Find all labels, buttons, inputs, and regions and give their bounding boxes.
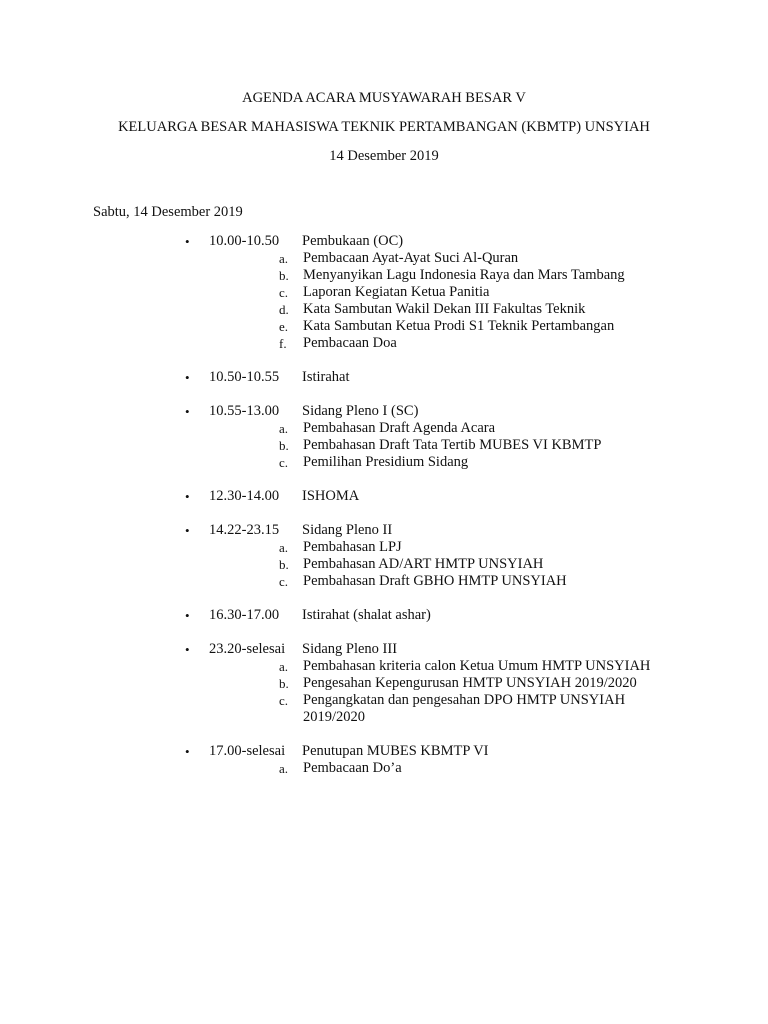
sub-item — [0, 267, 768, 284]
agenda-time: 10.55-13.00 — [209, 403, 280, 419]
agenda-row — [0, 233, 768, 250]
bullet-icon: • — [185, 234, 190, 249]
sub-item — [0, 250, 768, 267]
sub-item — [0, 335, 768, 352]
sub-item-text: Pembacaan Do’a — [303, 760, 402, 776]
agenda-activity: ISHOMA — [302, 488, 360, 504]
sub-item-list — [0, 420, 768, 471]
sub-item-text: Pengesahan Kepengurusan HMTP UNSYIAH 2019/2020 — [303, 675, 637, 691]
sub-item — [0, 692, 768, 726]
bullet-icon: • — [185, 608, 190, 623]
sub-item — [0, 301, 768, 318]
sub-item — [0, 454, 768, 471]
sub-item-letter: d. — [279, 302, 289, 317]
sub-item-text: Pembacaan Doa — [303, 335, 397, 351]
agenda-item — [0, 522, 768, 590]
agenda-time: 17.00-selesai — [209, 743, 286, 759]
bullet-icon: • — [185, 489, 190, 504]
agenda-item — [0, 743, 768, 777]
sub-item — [0, 420, 768, 437]
sub-item — [0, 318, 768, 335]
agenda-time: 14.22-23.15 — [209, 522, 280, 538]
agenda-item — [0, 403, 768, 471]
sub-item-text: Pembahasan Draft Agenda Acara — [303, 420, 496, 436]
bullet-icon: • — [185, 744, 190, 759]
agenda-row — [0, 641, 768, 658]
sub-item-letter: a. — [279, 761, 289, 776]
agenda-activity: Sidang Pleno II — [302, 522, 393, 538]
sub-item-text: Pembahasan kriteria calon Ketua Umum HMTP UNSYIAH — [303, 658, 651, 674]
agenda-row — [0, 403, 768, 420]
agenda-time: 12.30-14.00 — [209, 488, 280, 504]
sub-item — [0, 573, 768, 590]
sub-item-text: Pembahasan AD/ART HMTP UNSYIAH — [303, 556, 544, 572]
sub-item-text: Pengangkatan dan pengesahan DPO HMTP UNSYIAH 2019/2020 — [303, 692, 626, 725]
sub-item-letter: c. — [279, 693, 289, 708]
sub-item-letter: a. — [279, 421, 289, 436]
sub-item-text: Laporan Kegiatan Ketua Panitia — [303, 284, 490, 300]
agenda-item — [0, 233, 768, 352]
document-subtitle: KELUARGA BESAR MAHASISWA TEKNIK PERTAMBANGAN (KBMTP) UNSYIAH — [118, 119, 650, 135]
sub-item-letter: b. — [279, 557, 289, 572]
day-label: Sabtu, 14 Desember 2019 — [93, 204, 243, 220]
sub-item-letter: e. — [279, 319, 289, 334]
sub-item-text: Pembahasan Draft Tata Tertib MUBES VI KBMTP — [303, 437, 602, 453]
agenda-activity: Sidang Pleno I (SC) — [302, 403, 419, 419]
sub-item-text: Kata Sambutan Ketua Prodi S1 Teknik Pertambangan — [303, 318, 615, 334]
agenda-activity: Pembukaan (OC) — [302, 233, 404, 249]
agenda-list — [0, 233, 768, 794]
sub-item — [0, 556, 768, 573]
sub-item-letter: b. — [279, 438, 289, 453]
bullet-icon: • — [185, 370, 190, 385]
sub-item-text: Pembacaan Ayat-Ayat Suci Al-Quran — [303, 250, 519, 266]
sub-item-text: Menyanyikan Lagu Indonesia Raya dan Mars Tambang — [303, 267, 625, 283]
sub-item-list — [0, 760, 768, 777]
sub-item-letter: c. — [279, 455, 289, 470]
sub-item — [0, 539, 768, 556]
agenda-item — [0, 488, 768, 505]
sub-item — [0, 675, 768, 692]
agenda-row — [0, 488, 768, 505]
agenda-item — [0, 641, 768, 726]
sub-item-letter: a. — [279, 659, 289, 674]
sub-item — [0, 658, 768, 675]
sub-item-text: Pembahasan Draft GBHO HMTP UNSYIAH — [303, 573, 567, 589]
agenda-time: 10.00-10.50 — [209, 233, 280, 249]
agenda-time: 10.50-10.55 — [209, 369, 280, 385]
sub-item-letter: c. — [279, 285, 289, 300]
agenda-activity: Penutupan MUBES KBMTP VI — [302, 743, 489, 759]
agenda-time: 16.30-17.00 — [209, 607, 280, 623]
sub-item-letter: f. — [279, 336, 287, 351]
agenda-item — [0, 369, 768, 386]
sub-item-list — [0, 658, 768, 726]
sub-item-letter: c. — [279, 574, 289, 589]
sub-item-text: Kata Sambutan Wakil Dekan III Fakultas Teknik — [303, 301, 586, 317]
sub-item — [0, 437, 768, 454]
sub-item-text: Pembahasan LPJ — [303, 539, 402, 555]
bullet-icon: • — [185, 523, 190, 538]
agenda-activity: Istirahat (shalat ashar) — [302, 607, 431, 623]
agenda-row — [0, 607, 768, 624]
sub-item-letter: a. — [279, 540, 289, 555]
agenda-row — [0, 369, 768, 386]
agenda-activity: Sidang Pleno III — [302, 641, 398, 657]
bullet-icon: • — [185, 404, 190, 419]
document-title: AGENDA ACARA MUSYAWARAH BESAR V — [242, 90, 526, 106]
sub-item-text: Pemilihan Presidium Sidang — [303, 454, 469, 470]
sub-item-list — [0, 250, 768, 352]
agenda-row — [0, 743, 768, 760]
document-date: 14 Desember 2019 — [329, 148, 439, 164]
sub-item-letter: a. — [279, 251, 289, 266]
sub-item-letter: b. — [279, 268, 289, 283]
agenda-item — [0, 607, 768, 624]
sub-item — [0, 284, 768, 301]
sub-item-letter: b. — [279, 676, 289, 691]
agenda-activity: Istirahat — [302, 369, 350, 385]
agenda-time: 23.20-selesai — [209, 641, 286, 657]
sub-item — [0, 760, 768, 777]
agenda-row — [0, 522, 768, 539]
sub-item-list — [0, 539, 768, 590]
bullet-icon: • — [185, 642, 190, 657]
